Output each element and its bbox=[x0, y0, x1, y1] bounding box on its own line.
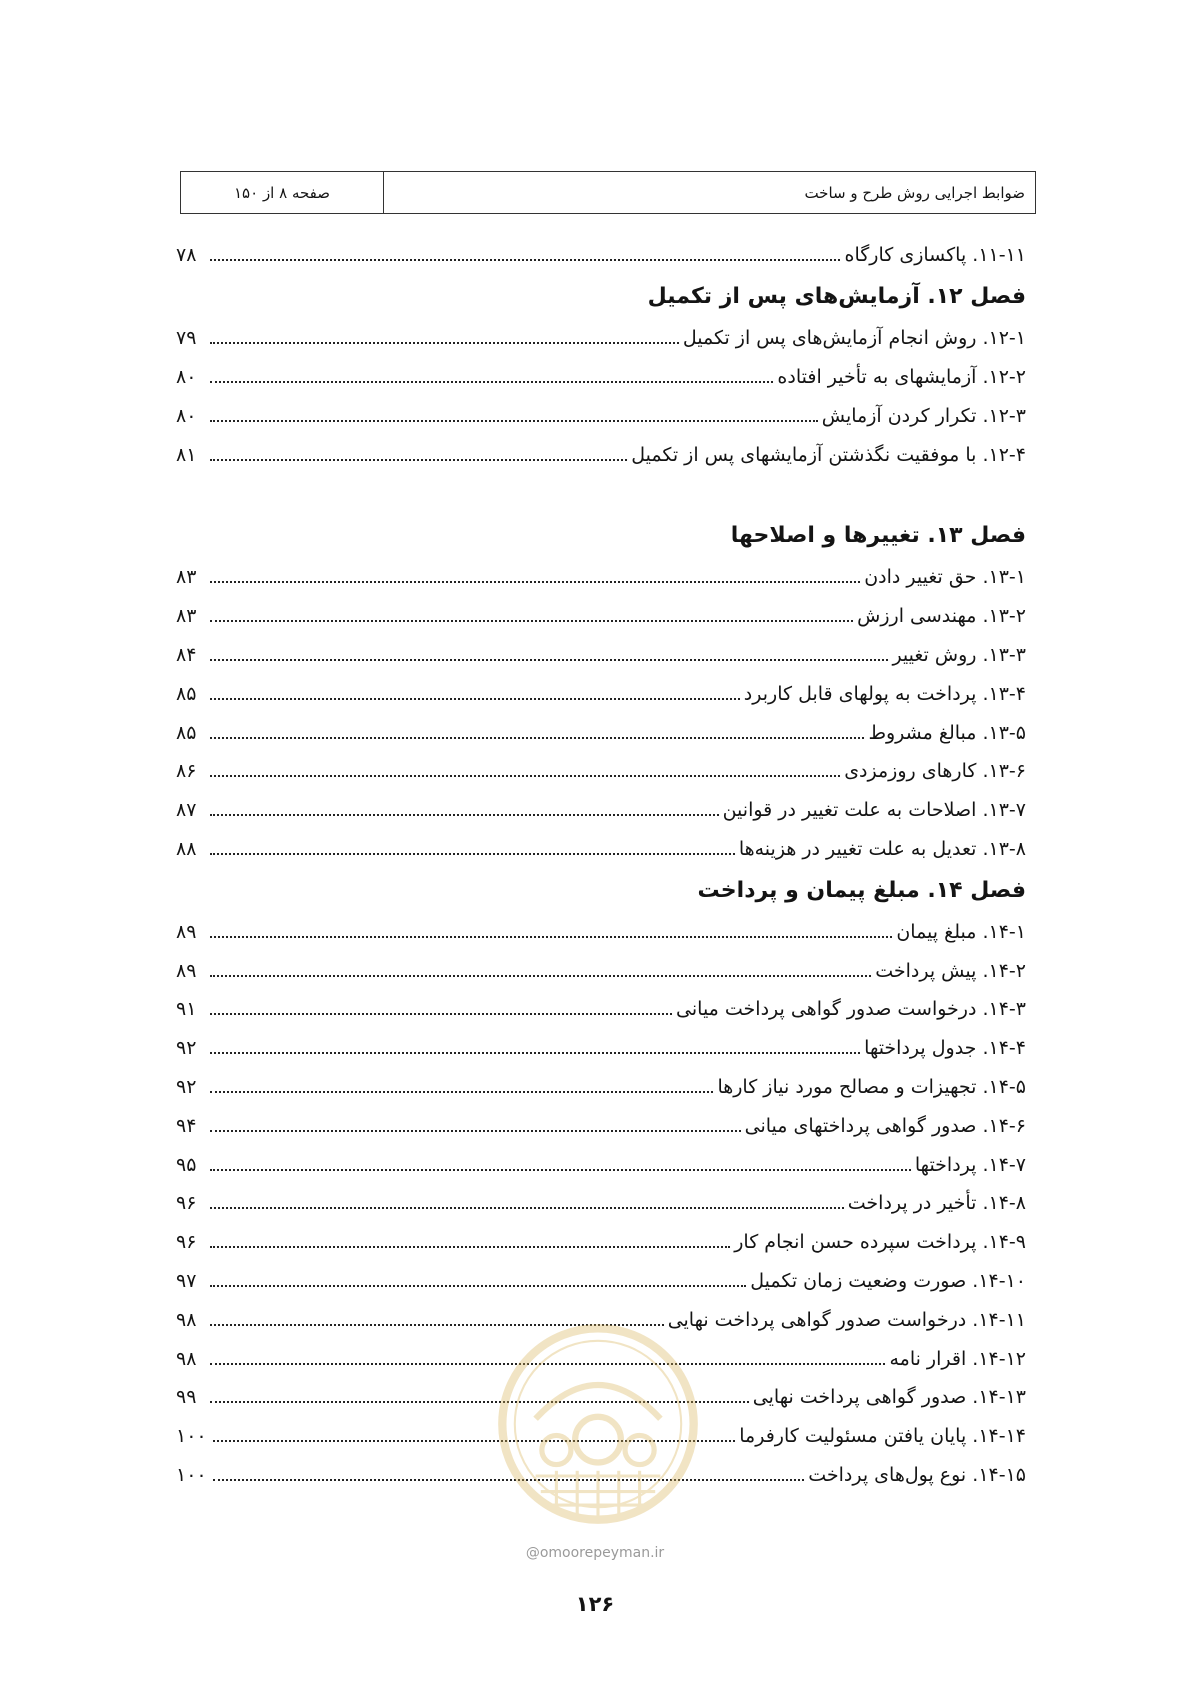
toc-entry-label: ۱۲-۱. روش انجام آزمایش‌های پس از تکمیل bbox=[682, 327, 1026, 350]
toc-entry[interactable] bbox=[176, 713, 1026, 752]
toc-leader-dots bbox=[210, 659, 888, 661]
toc-entry-page: ۸۰ bbox=[176, 404, 197, 427]
toc-entry-label: ۱۴-۱. مبلغ پیمان bbox=[896, 920, 1026, 943]
toc-entry-label: ۱۴-۳. درخواست صدور گواهی پرداخت میانی bbox=[676, 998, 1026, 1021]
toc-entry-page: ۹۶ bbox=[176, 1231, 197, 1254]
toc-entry-page: ۷۸ bbox=[176, 244, 197, 267]
toc-entry-label: ۱۳-۶. کارهای روزمزدی bbox=[844, 760, 1026, 783]
toc-entry-page: ۱۰۰ bbox=[176, 1463, 207, 1486]
toc-entry-label: ۱۳-۲. مهندسی ارزش bbox=[857, 605, 1026, 628]
toc-entry-page: ۹۲ bbox=[176, 1075, 197, 1098]
toc-leader-dots bbox=[210, 936, 892, 938]
toc-entry-page: ۸۰ bbox=[176, 365, 197, 388]
toc-entry[interactable] bbox=[176, 752, 1026, 791]
toc-entry-label: ۱۴-۴. جدول پرداختها bbox=[864, 1037, 1026, 1060]
toc-leader-dots bbox=[210, 459, 627, 461]
toc-entry-page: ۱۰۰ bbox=[176, 1425, 207, 1448]
toc-entry[interactable] bbox=[176, 1184, 1026, 1223]
toc-entry-page: ۹۲ bbox=[176, 1037, 197, 1060]
toc-leader-dots bbox=[210, 381, 773, 383]
toc-entry[interactable] bbox=[176, 912, 1026, 951]
toc-entry[interactable] bbox=[176, 358, 1026, 397]
toc-leader-dots bbox=[210, 1169, 911, 1171]
toc-chapter-heading: فصل ۱۴. مبلغ پیمان و پرداخت bbox=[697, 877, 1026, 903]
toc-entry-page: ۸۱ bbox=[176, 443, 197, 466]
toc-entry-label: ۱۴-۲. پیش پرداخت bbox=[875, 959, 1026, 982]
toc-entry-label: ۱۴-۷. پرداختها bbox=[914, 1153, 1026, 1176]
toc-entry-label: ۱۴-۱۱. درخواست صدور گواهی پرداخت نهایی bbox=[667, 1308, 1026, 1331]
toc-entry-label: ۱۲-۲. آزمایشهای به تأخیر افتاده bbox=[777, 365, 1026, 388]
page-number: ۱۲۶ bbox=[575, 1592, 615, 1616]
toc-entry-label: ۱۴-۱۳. صدور گواهی پرداخت نهایی bbox=[752, 1386, 1026, 1409]
toc-entry-page: ۸۹ bbox=[176, 959, 197, 982]
toc-leader-dots bbox=[210, 737, 864, 739]
toc-entry-page: ۹۴ bbox=[176, 1114, 197, 1137]
page-header-box bbox=[180, 171, 1036, 214]
toc-entry-label: ۱۴-۱۰. صورت وضعیت زمان تکمیل bbox=[750, 1269, 1026, 1292]
toc-entry[interactable] bbox=[176, 319, 1026, 358]
toc-entry-label: ۱۳-۴. پرداخت به پولهای قابل کاربرد bbox=[743, 682, 1026, 705]
toc-entry-label: ۱۴-۱۲. اقرار نامه bbox=[889, 1347, 1026, 1370]
toc-entry-page: ۹۶ bbox=[176, 1192, 197, 1215]
toc-leader-dots bbox=[210, 420, 818, 422]
toc-entry[interactable] bbox=[176, 435, 1026, 474]
watermark-site: @omoorepeyman.ir bbox=[525, 1545, 665, 1561]
toc-entry[interactable] bbox=[176, 951, 1026, 990]
toc-entry-page: ۸۳ bbox=[176, 566, 197, 589]
toc-leader-dots bbox=[210, 1246, 730, 1248]
toc-leader-dots bbox=[210, 1130, 741, 1132]
toc-entry-label: ۱۲-۴. با موفقیت نگذشتن آزمایشهای پس از تکمیل bbox=[631, 443, 1026, 466]
toc-entry[interactable] bbox=[176, 636, 1026, 675]
toc-entry-page: ۸۵ bbox=[176, 721, 197, 744]
toc-entry-page: ۸۹ bbox=[176, 920, 197, 943]
toc-entry-page: ۸۷ bbox=[176, 799, 197, 822]
toc-leader-dots bbox=[210, 342, 679, 344]
toc-entry[interactable] bbox=[176, 236, 1026, 275]
toc-entry-label: ۱۳-۸. تعدیل به علت تغییر در هزینه‌ها bbox=[738, 837, 1026, 860]
toc-entry-label: ۱۴-۹. پرداخت سپرده حسن انجام کار bbox=[734, 1231, 1026, 1254]
toc-entry-label: ۱۴-۸. تأخیر در پرداخت bbox=[847, 1192, 1026, 1215]
toc-leader-dots bbox=[210, 1052, 860, 1054]
table-of-contents bbox=[176, 236, 1026, 1494]
toc-leader-dots bbox=[210, 698, 740, 700]
toc-entry-page: ۹۸ bbox=[176, 1308, 197, 1331]
toc-chapter-heading: فصل ۱۲. آزمایش‌های پس از تکمیل bbox=[647, 284, 1026, 310]
document-title: ضوابط اجرایی روش طرح و ساخت bbox=[804, 183, 1025, 202]
toc-leader-dots bbox=[210, 975, 871, 977]
toc-entry-page: ۹۷ bbox=[176, 1269, 197, 1292]
toc-leader-dots bbox=[210, 1013, 672, 1015]
toc-leader-dots bbox=[210, 1207, 844, 1209]
toc-entry[interactable] bbox=[176, 1068, 1026, 1107]
toc-entry[interactable] bbox=[176, 1262, 1026, 1301]
toc-entry[interactable] bbox=[176, 830, 1026, 869]
toc-entry-label: ۱۳-۵. مبالغ مشروط bbox=[868, 721, 1026, 744]
toc-entry-label: ۱۳-۳. روش تغییر bbox=[892, 643, 1026, 666]
toc-entry-label: ۱۴-۱۴. پایان یافتن مسئولیت کارفرما bbox=[739, 1425, 1026, 1448]
toc-entry-label: ۱۲-۳. تکرار کردن آزمایش bbox=[821, 404, 1026, 427]
toc-entry[interactable] bbox=[176, 674, 1026, 713]
toc-entry-page: ۸۴ bbox=[176, 643, 197, 666]
toc-entry[interactable] bbox=[176, 1145, 1026, 1184]
toc-spacer bbox=[176, 474, 1026, 514]
toc-entry[interactable] bbox=[176, 558, 1026, 597]
watermark-logo-icon bbox=[494, 1320, 702, 1528]
toc-leader-dots bbox=[210, 620, 853, 622]
toc-entry[interactable] bbox=[176, 396, 1026, 435]
toc-entry-label: ۱۱-۱۱. پاکسازی کارگاه bbox=[844, 244, 1026, 267]
toc-entry-page: ۷۹ bbox=[176, 327, 197, 350]
toc-entry[interactable] bbox=[176, 1106, 1026, 1145]
toc-entry-label: ۱۴-۱۵. نوع پول‌های پرداخت bbox=[808, 1463, 1026, 1486]
toc-entry[interactable] bbox=[176, 990, 1026, 1029]
toc-leader-dots bbox=[210, 775, 840, 777]
toc-entry-page: ۹۵ bbox=[176, 1153, 197, 1176]
toc-entry-page: ۹۹ bbox=[176, 1386, 197, 1409]
toc-entry-label: ۱۴-۶. صدور گواهی پرداختهای میانی bbox=[744, 1114, 1026, 1137]
toc-leader-dots bbox=[210, 853, 735, 855]
toc-entry[interactable] bbox=[176, 597, 1026, 636]
toc-entry[interactable] bbox=[176, 791, 1026, 830]
toc-leader-dots bbox=[210, 259, 840, 261]
toc-entry-page: ۸۳ bbox=[176, 605, 197, 628]
toc-entry-page: ۸۸ bbox=[176, 837, 197, 860]
toc-entry-page: ۹۸ bbox=[176, 1347, 197, 1370]
toc-entry-page: ۸۶ bbox=[176, 760, 197, 783]
toc-chapter-heading: فصل ۱۳. تغییرها و اصلاحها bbox=[730, 523, 1026, 549]
toc-leader-dots bbox=[210, 814, 719, 816]
toc-entry-page: ۹۱ bbox=[176, 998, 197, 1021]
toc-entry-label: ۱۳-۷. اصلاحات به علت تغییر در قوانین bbox=[722, 799, 1026, 822]
toc-entry-label: ۱۳-۱. حق تغییر دادن bbox=[864, 566, 1026, 589]
toc-leader-dots bbox=[210, 581, 860, 583]
toc-leader-dots bbox=[210, 1091, 713, 1093]
toc-entry-page: ۸۵ bbox=[176, 682, 197, 705]
toc-leader-dots bbox=[210, 1285, 746, 1287]
page-info: صفحه ۸ از ۱۵۰ bbox=[181, 172, 384, 213]
toc-entry[interactable] bbox=[176, 1029, 1026, 1068]
toc-entry-label: ۱۴-۵. تجهیزات و مصالح مورد نیاز کارها bbox=[717, 1075, 1026, 1098]
toc-entry[interactable] bbox=[176, 1223, 1026, 1262]
